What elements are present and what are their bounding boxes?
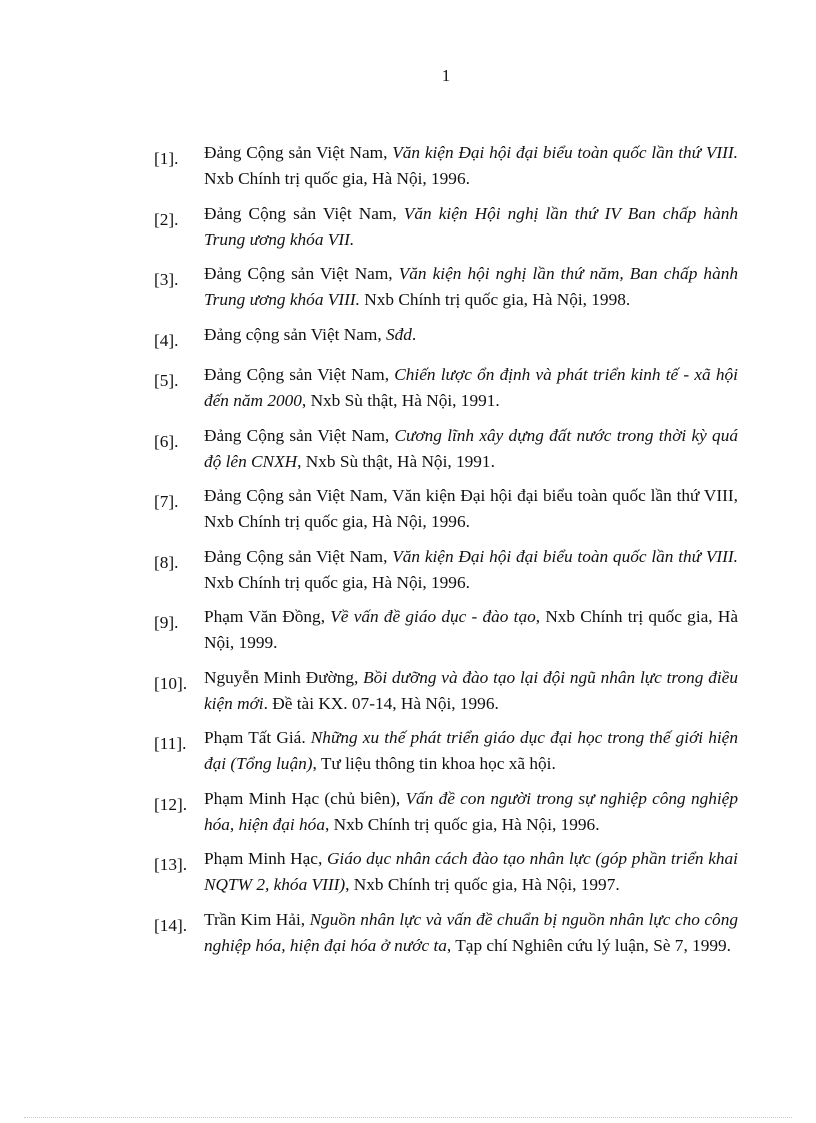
reference-detail: , Tạp chí Nghiên cứu lý luận, Sè 7, 1999. [446, 935, 731, 955]
reference-text [204, 201, 738, 253]
reference-detail: . Đề tài KX. 07-14, Hà Nội, 1996. [263, 693, 499, 713]
reference-text [204, 846, 738, 898]
reference-detail: , Nxb Sù thật, Hà Nội, 1991. [301, 391, 500, 410]
reference-text [204, 362, 738, 414]
reference-text [204, 907, 738, 959]
reference-title: Những xu thế phát triển giáo dục đại học trong thế giới hiện đại (Tổng luận) [204, 728, 738, 773]
reference-number: [9]. [154, 613, 179, 632]
reference-detail: , Nxb Chính trị quốc gia, Hà Nội, 1996. [324, 814, 600, 834]
reference-detail: Phạm Minh Hạc, [204, 849, 327, 868]
page-number: 1 [441, 66, 451, 85]
reference-text [204, 544, 738, 596]
reference-title: Về vấn đề giáo dục - đào tạo [330, 607, 536, 626]
reference-number: [2]. [154, 209, 179, 229]
reference-item [154, 725, 738, 777]
reference-list [154, 140, 738, 967]
reference-item [154, 907, 738, 959]
reference-detail: Đảng Cộng sản Việt Nam, Văn kiện Đại hội đại biểu toàn quốc lần thứ VIII, Nxb Chính trị quốc gia, Hà Nội, 1996. [204, 486, 738, 531]
reference-item [154, 665, 738, 717]
reference-item [154, 362, 738, 414]
reference-text [204, 725, 738, 777]
reference-number: [4]. [154, 330, 179, 350]
reference-detail: , Tư liệu thông tin khoa học xã hội. [312, 754, 556, 773]
reference-item [154, 261, 738, 313]
page-bottom-divider [24, 1117, 792, 1118]
reference-detail: Nxb Chính trị quốc gia, Hà Nội, 1996. [204, 169, 470, 188]
reference-number: [13]. [154, 855, 188, 874]
reference-item [154, 322, 738, 354]
reference-detail: Nguyễn Minh Đường, [204, 667, 364, 687]
reference-item [154, 786, 738, 838]
reference-detail: , Nxb Chính trị quốc gia, Hà Nội, 1999. [204, 607, 738, 652]
reference-detail: Nxb Chính trị quốc gia, Hà Nội, 1998. [359, 290, 631, 309]
reference-title: Vấn đề con người trong sự nghiệp công nghiệp hóa, hiện đại hóa [204, 788, 738, 834]
reference-detail: Đảng Cộng sản Việt Nam, [204, 264, 399, 283]
reference-number: [10]. [154, 673, 188, 693]
reference-text [204, 483, 738, 535]
reference-title: Cương lĩnh xây dựng đất nước trong thời kỳ quá độ lên CNXH [204, 425, 738, 471]
reference-number: [12]. [154, 794, 188, 814]
reference-detail: Nxb Chính trị quốc gia, Hà Nội, 1996. [204, 572, 470, 592]
reference-number: [8]. [154, 552, 179, 572]
reference-detail: Trần Kim Hải, [204, 909, 310, 929]
reference-detail: Đảng Cộng sản Việt Nam, [204, 365, 395, 384]
reference-detail: Đảng Cộng sản Việt Nam, [204, 143, 393, 162]
reference-title: Văn kiện Đại hội đại biểu toàn quốc lần thứ VIII. [392, 143, 738, 162]
reference-title: Nguồn nhân lực và vấn đề chuẩn bị nguồn nhân lực cho công nghiệp hóa, hiện đại hóa ở nước ta [204, 909, 738, 955]
reference-item [154, 544, 738, 596]
reference-number: [7]. [154, 492, 179, 511]
reference-text [204, 423, 738, 475]
reference-detail: Phạm Văn Đồng, [204, 607, 331, 626]
reference-item [154, 423, 738, 475]
reference-text [204, 665, 738, 717]
reference-detail: , Nxb Chính trị quốc gia, Hà Nội, 1997. [345, 875, 620, 894]
reference-title: Bồi dưỡng và đào tạo lại đội ngũ nhân lực trong điều kiện mới [204, 667, 738, 713]
reference-item [154, 846, 738, 898]
reference-item [154, 201, 738, 253]
reference-item [154, 140, 738, 192]
reference-number: [11]. [154, 734, 187, 753]
reference-detail: Đảng cộng sản Việt Nam, [204, 324, 386, 344]
reference-detail: Phạm Tất Giá. [204, 728, 311, 747]
reference-title: Văn kiện Đại hội đại biểu toàn quốc lần thứ VIII. [392, 546, 738, 566]
reference-text [204, 604, 738, 656]
reference-title: Giáo dục nhân cách đào tạo nhân lực (góp phần triển khai NQTW 2, khóa VIII) [204, 849, 738, 894]
reference-number: [1]. [154, 149, 179, 168]
reference-detail: Phạm Minh Hạc (chủ biên), [204, 788, 406, 808]
reference-text [204, 322, 738, 348]
reference-title: Văn kiện hội nghị lần thứ năm, Ban chấp hành Trung ương khóa VIII. [204, 264, 738, 309]
reference-text [204, 140, 738, 192]
reference-title: Văn kiện Hội nghị lần thứ IV Ban chấp hành Trung ương khóa VII. [204, 203, 738, 249]
reference-text [204, 786, 738, 838]
reference-number: [3]. [154, 270, 179, 289]
reference-text [204, 261, 738, 313]
reference-item [154, 604, 738, 656]
reference-title: Chiến lược ổn định và phát triển kinh tế - xã hội đến năm 2000 [204, 365, 738, 410]
reference-number: [14]. [154, 915, 188, 935]
reference-detail: , Nxb Sù thật, Hà Nội, 1991. [297, 451, 495, 471]
reference-number: [5]. [154, 371, 179, 390]
reference-detail: Đảng Cộng sản Việt Nam, [204, 203, 404, 223]
reference-detail: . [411, 324, 417, 344]
reference-detail: Đảng Cộng sản Việt Nam, [204, 425, 395, 445]
reference-detail: Đảng Cộng sản Việt Nam, [204, 546, 393, 566]
reference-title: Sđd [385, 324, 412, 344]
reference-number: [6]. [154, 431, 179, 451]
reference-item [154, 483, 738, 535]
